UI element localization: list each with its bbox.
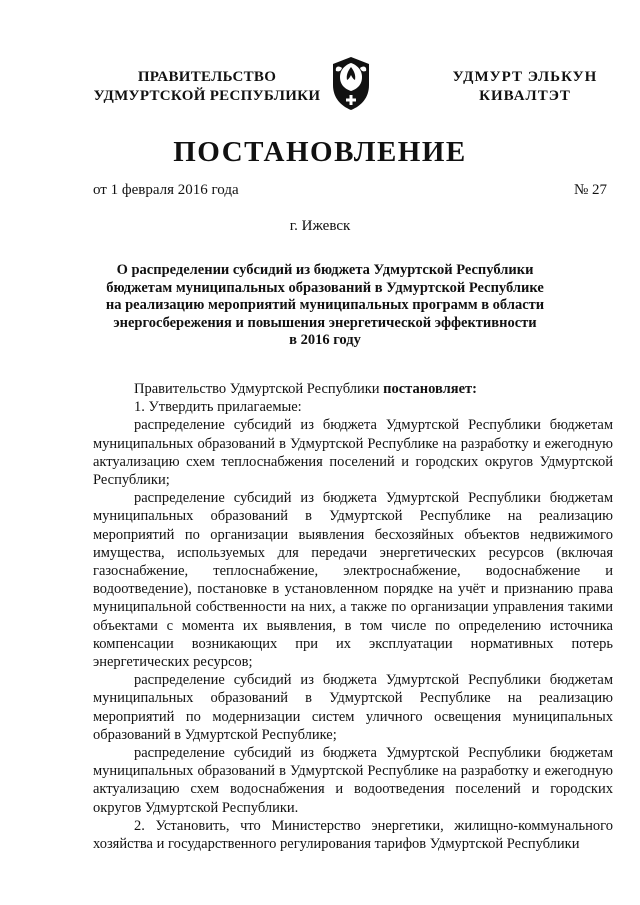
item-1: 1. Утвердить прилагаемые:	[134, 399, 302, 416]
udmurt-coat-of-arms-icon	[328, 55, 374, 111]
document-body	[93, 380, 613, 853]
item-2: 2. Установить, что Министерство энергетики, жилищно-коммунального хозяйства и государственного регулирования тарифов Удмуртской Республики	[93, 817, 613, 853]
document-number: № 27	[573, 182, 607, 198]
document-date: от 1 февраля 2016 года	[93, 182, 239, 198]
paragraph-ownerless-objects: распределение субсидий из бюджета Удмуртской Республики бюджетам муниципальных образований в Удмуртской Республике на реализацию мероприятий по организации выявления бесхозяйных объектов недвижимого имущества, используемых для передачи энергетических ресурсов (включая газоснабжение, теплоснабжение, электроснабжение, водоснабжение и водоотведение), постановке в установленном порядке на учёт и признанию права муниципальной собственности на них, а также по организации управления такими объектами с момента их выявления, в том числе по определению источника компенсации возникающих при их эксплуатации нормативных потерь энергетических ресурсов;	[93, 490, 613, 671]
document-subject	[90, 262, 560, 350]
paragraph-street-lighting: распределение субсидий из бюджета Удмуртской Республики бюджетам муниципальных образований в Удмуртской Республике на реализацию мероприятий по модернизации систем уличного освещения муниципальных образований в Удмуртской Республике;	[93, 672, 613, 743]
government-name-russian	[92, 68, 322, 106]
paragraph-water-supply: распределение субсидий из бюджета Удмуртской Республики бюджетам муниципальных образований в Удмуртской Республике на разработку и ежегодную актуализацию схем водоснабжения и водоотведения поселений и городских округов Удмуртской Республики.	[93, 745, 613, 816]
header-right-line1: УДМУРТ ЭЛЬКУН	[452, 69, 598, 85]
subject-line: бюджетам муниципальных образований в Удмуртской Республике	[106, 279, 544, 296]
intro-text: Правительство Удмуртской Республики	[134, 381, 384, 397]
subject-line: в 2016 году	[289, 332, 361, 348]
subject-line: на реализацию мероприятий муниципальных программ в области	[105, 297, 545, 313]
government-name-udmurt	[440, 68, 610, 106]
subject-line: энергосбережения и повышения энергетической эффективности	[113, 314, 537, 331]
header-left-line1: ПРАВИТЕЛЬСТВО	[137, 69, 277, 85]
header-left-line2: УДМУРТСКОЙ РЕСПУБЛИКИ	[93, 88, 321, 104]
paragraph-heat-supply: распределение субсидий из бюджета Удмуртской Республики бюджетам муниципальных образований в Удмуртской Республике на разработку и ежегодную актуализацию схем теплоснабжения поселений и городских округов Удмуртской Республики;	[93, 417, 613, 489]
document-city: г. Ижевск	[289, 218, 351, 234]
intro-bold-verb: постановляет:	[383, 381, 477, 397]
subject-line: О распределении субсидий из бюджета Удмуртской Республики	[116, 262, 534, 278]
document-title: ПОСТАНОВЛЕНИЕ	[173, 136, 467, 168]
intro-paragraph	[93, 380, 613, 398]
header-right-line2: КИВАЛТЭТ	[479, 88, 571, 104]
